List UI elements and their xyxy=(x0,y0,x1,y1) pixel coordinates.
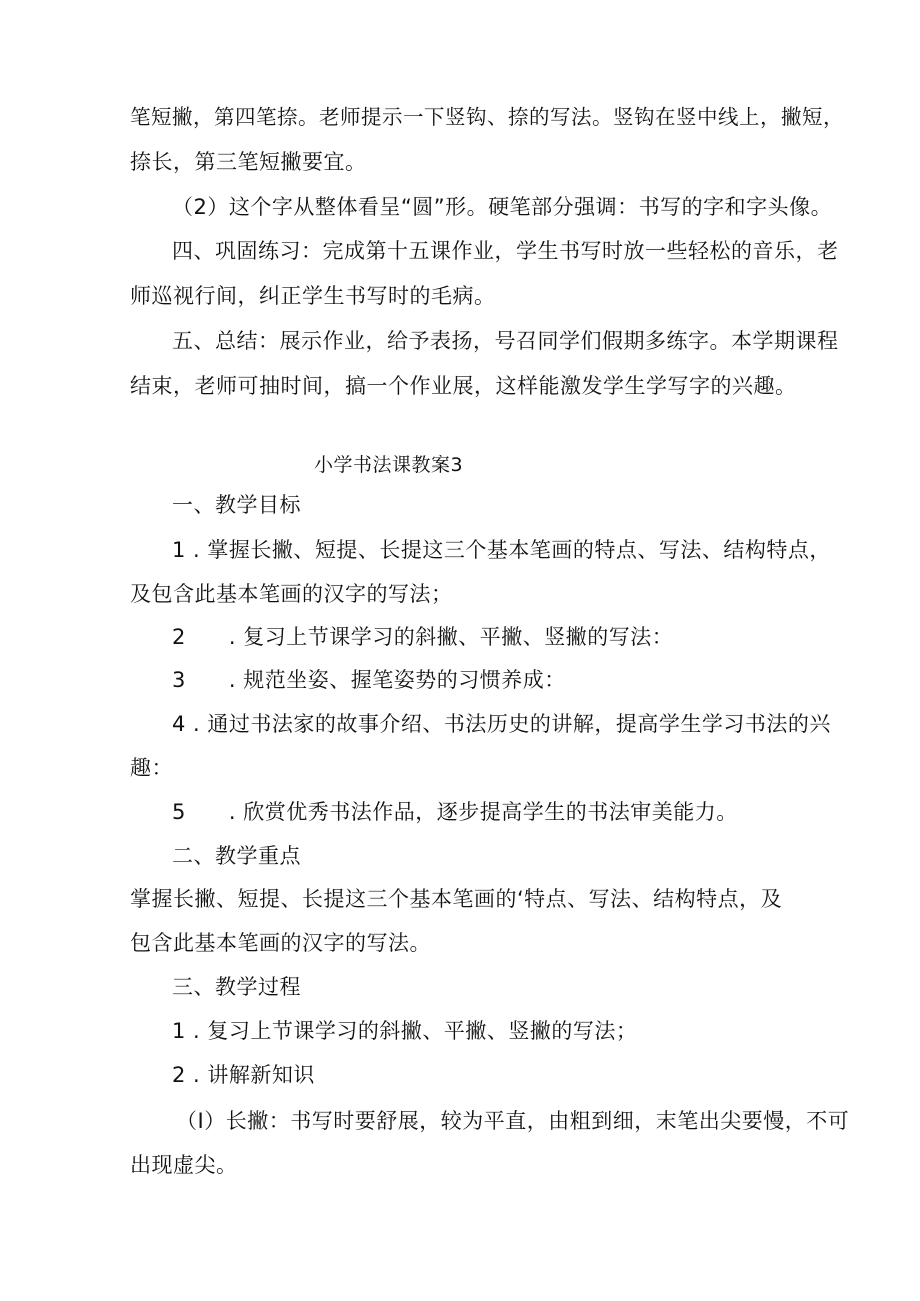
text-line: （2）这个字从整体看呈“圆”形。硬笔部分强调：书写的字和字头像。 xyxy=(172,195,833,219)
text-line: 包含此基本笔画的汉字的写法。 xyxy=(130,931,431,955)
text-line: 师巡视行间，纠正学生书写时的毛病。 xyxy=(130,284,496,308)
text-line: 笔短撇，第四笔捺。老师提示一下竖钩、捺的写法。竖钩在竖中线上，撇短， xyxy=(130,105,844,129)
heading: 二、教学重点 xyxy=(172,844,301,868)
section-title: 小学书法课教案3 xyxy=(314,454,464,476)
list-item: 3 . 规范坐姿、握笔姿势的习惯养成： xyxy=(172,668,566,692)
text-line: （I）长撇：书写时要舒展，较为平直，由粗到细，末笔出尖要慢，不可 xyxy=(176,1109,850,1133)
list-item: 5 . 欣赏优秀书法作品，逐步提高学生的书法审美能力。 xyxy=(172,800,738,824)
text-line: 掌握长撇、短提、长提这三个基本笔画的‘特点、写法、结构特点，及 xyxy=(130,887,783,911)
heading: 三、教学过程 xyxy=(172,975,301,999)
list-item: 1 . 复习上节课学习的斜撇、平撇、竖撇的写法； xyxy=(172,1019,638,1043)
list-item: 2 . 复习上节课学习的斜撇、平撇、竖撇的写法： xyxy=(172,625,674,649)
text-line: 趣： xyxy=(130,756,173,780)
text-line: 四、巩固练习：完成第十五课作业，学生书写时放一些轻松的音乐，老 xyxy=(172,239,839,263)
heading: 一、教学目标 xyxy=(172,493,301,517)
text-line: 捺长，第三笔短撇要宜。 xyxy=(130,150,367,174)
list-item: 1 . 掌握长撇、短提、长提这三个基本笔画的特点、写法、结构特点， xyxy=(172,538,831,562)
text-line: 结束，老师可抽时间，搞一个作业展，这样能激发学生学写字的兴趣。 xyxy=(130,374,797,398)
list-item: 2 . 讲解新知识 xyxy=(172,1063,315,1087)
text-line: 五、总结：展示作业，给予表扬，号召同学们假期多练字。本学期课程 xyxy=(172,329,839,353)
text-line: 出现虚尖。 xyxy=(130,1153,238,1177)
list-item: 4 . 通过书法家的故事介绍、书法历史的讲解，提高学生学习书法的兴 xyxy=(172,712,831,736)
text-line: 及包含此基本笔画的汉字的写法； xyxy=(130,582,453,606)
